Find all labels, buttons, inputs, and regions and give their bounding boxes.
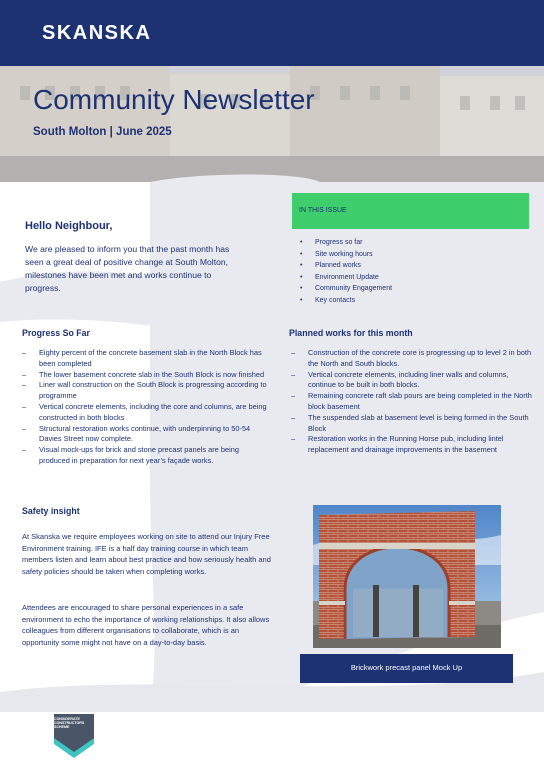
planned-list (291, 348, 533, 456)
progress-item: – Vertical concrete elements, including the core and columns, are being constructed in both blocks (22, 402, 270, 424)
greeting-heading: Hello Neighbour, (25, 220, 113, 232)
photo-caption: Brickwork precast panel Mock Up (350, 663, 463, 672)
planned-item: – Construction of the concrete core is progressing up to level 2 in both the North and South blocks. (291, 348, 533, 370)
planned-item: – Remaining concrete raft slab pours are being completed in the North block basement (291, 391, 533, 413)
in-this-issue-list (300, 237, 392, 306)
progress-item: – Visual mock-ups for brick and stone precast panels are being produced in preparation for next year’s façade works. (22, 445, 270, 467)
progress-item: – The lower basement concrete slab in the South Block is now finished (22, 370, 270, 381)
issue-item: • Planned works (300, 260, 392, 272)
photo-caption-box (300, 654, 513, 683)
issue-item: • Site working hours (300, 249, 392, 261)
planned-item: – The suspended slab at basement level is being formed in the South Block (291, 413, 533, 435)
intro-text: We are pleased to inform you that the past month has seen a great deal of positive change at South Molton, milestones have been met and works continue to progress. (25, 244, 230, 293)
issue-item: • Community Engagement (300, 283, 392, 295)
progress-heading: Progress So Far (22, 328, 90, 338)
progress-item: – Liner wall construction on the South Block is progressing according to programme (22, 380, 270, 402)
safety-heading: Safety insight (22, 506, 80, 516)
progress-item: – Eighty percent of the concrete basement slab in the North Block has been completed (22, 348, 270, 370)
considerate-constructors-logo (52, 714, 96, 758)
page-title: Community Newsletter (33, 84, 315, 115)
planned-heading: Planned works for this month (289, 328, 413, 338)
progress-list (22, 348, 270, 467)
safety-paragraph: Attendees are encouraged to share personal experiences in a safe environment to echo the importance of working relationships. It also allows colleagues from different organisations to collaborate, which is an opportunity some might not have on a day-to-day basis. (22, 603, 270, 647)
issue-item: • Environment Update (300, 272, 392, 284)
top-bar (0, 0, 544, 66)
in-this-issue-title: IN THIS ISSUE (299, 207, 347, 214)
planned-item: – Vertical concrete elements, including liner walls and columns, continue to be built in both blocks. (291, 370, 533, 392)
skanska-logo: SKANSKA (42, 22, 152, 44)
page-subtitle: South Molton | June 2025 (33, 126, 172, 138)
ccs-logo-text-wrapper: CONSIDERATE CONSTRUCTORS SCHEME (54, 717, 85, 730)
safety-paragraph: At Skanska we require employees working on site to attend our Injury Free Environment training. IFE is a half day training course in which team members listen and learn about best practice and how seriously health and safety policies should be taken when completing works. (22, 532, 271, 576)
brickwork-panel-photo (313, 505, 501, 648)
issue-item: • Key contacts (300, 295, 392, 307)
planned-item: – Restoration works in the Running Horse pub, including lintel replacement and drainage improvements in the basement (291, 434, 533, 456)
issue-item: • Progress so far (300, 237, 392, 249)
in-this-issue-header (292, 193, 529, 229)
progress-item: – Structural restoration works continue, with underpinning to 50-54 Davies Street now complete. (22, 424, 270, 446)
